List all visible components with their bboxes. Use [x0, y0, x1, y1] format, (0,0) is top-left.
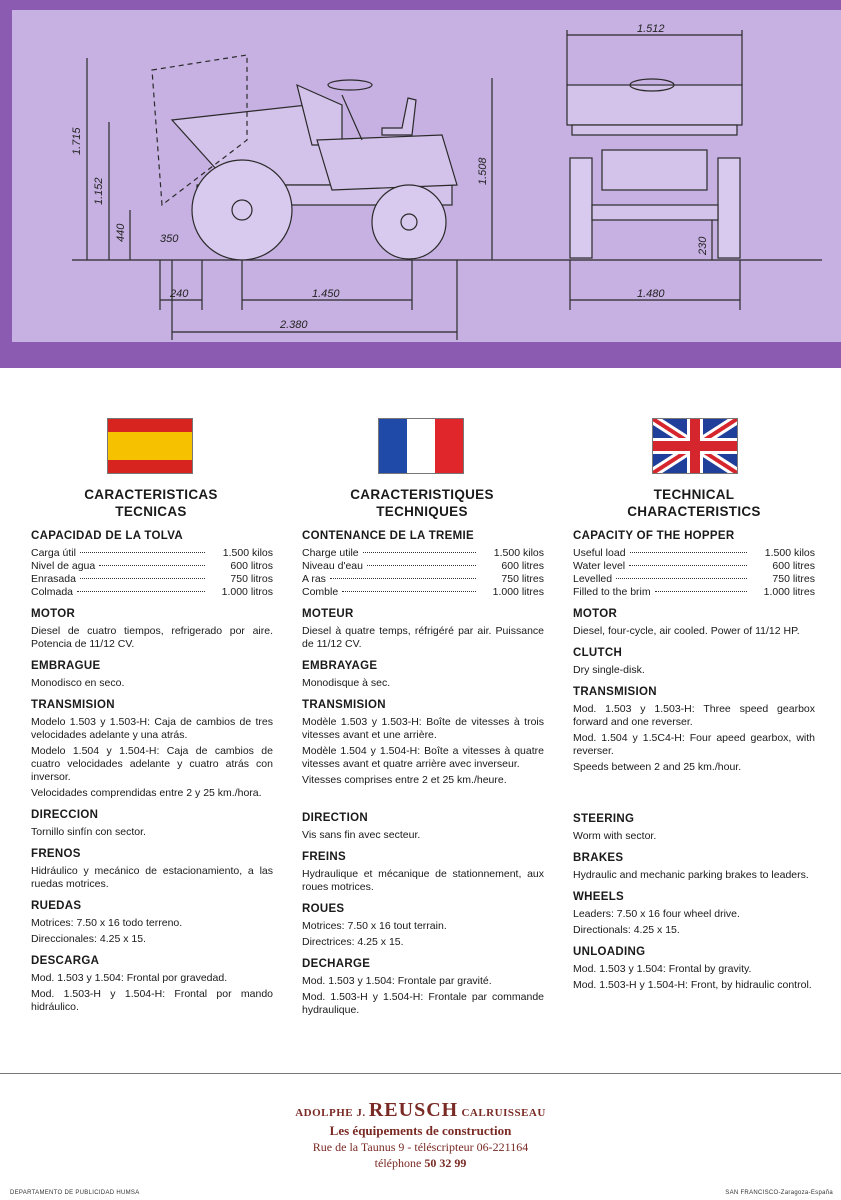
section-text: Hidráulico y mecánico de estacionamiento, a las ruedas motrices.	[31, 865, 273, 890]
dim-label: 2.380	[280, 319, 308, 331]
section-heading: BRAKES	[573, 852, 624, 864]
column-title-fr	[302, 486, 542, 520]
section-text: Hydraulic and mechanic parking brakes to leaders.	[573, 869, 809, 881]
column-en	[573, 530, 815, 1001]
clutch-section	[573, 647, 815, 677]
france-flag	[378, 418, 464, 474]
section-heading: DIRECCION	[31, 809, 99, 821]
steering-section	[573, 813, 815, 843]
section-text: Motrices: 7.50 x 16 tout terrain.	[302, 920, 447, 932]
phone-label: téléphone	[374, 1156, 422, 1170]
steering-wheel	[328, 80, 372, 90]
spec-row: Water level 600 litres	[573, 560, 815, 572]
dealer-address: Rue de la Taunus 9 - téléscripteur 06-221164	[312, 1140, 529, 1154]
seat	[382, 98, 416, 135]
section-heading: STEERING	[573, 813, 635, 825]
section-heading: FREINS	[302, 851, 346, 863]
section-text: Mod. 1.503 y 1.504: Frontale par gravité.	[302, 975, 492, 987]
capacity-section	[31, 530, 273, 599]
wheels-section	[573, 891, 815, 937]
brakes-section	[573, 852, 815, 882]
france-flag-icon	[379, 419, 463, 473]
section-heading: EMBRAGUE	[31, 660, 101, 672]
front-axle-frame	[602, 150, 707, 190]
section-text: Tornillo sinfín con sector.	[31, 826, 146, 838]
dealer-name	[200, 1099, 641, 1121]
section-text: Mod. 1.504 y 1.5C4-H: Four apeed gearbox, with reverser.	[573, 732, 815, 757]
spec-row: Charge utile 1.500 kilos	[302, 547, 544, 559]
section-text: Mod. 1.503 y 1.504: Frontal por gravedad.	[31, 972, 228, 984]
dim-label: 1.450	[312, 288, 340, 300]
transmission-section	[573, 686, 815, 774]
spain-flag-icon	[108, 419, 192, 473]
section-text: Hydraulique et mécanique de stationnement, aux roues motrices.	[302, 868, 544, 893]
section-text: Dry single-disk.	[573, 664, 645, 676]
section-heading: DESCARGA	[31, 955, 100, 967]
motor-section	[302, 608, 544, 651]
dealer-name-main: REUSCH	[368, 1099, 459, 1121]
section-heading: CONTENANCE DE LA TREMIE	[302, 530, 474, 542]
title-line: CARACTERISTICAS	[84, 487, 218, 502]
steering-section	[302, 812, 544, 842]
unloading-section	[573, 946, 815, 992]
footer-divider	[0, 1073, 841, 1074]
phone-number: 50 32 99	[424, 1156, 467, 1170]
section-text: Diesel de cuatro tiempos, refrigerado por aire. Potencia de 11/12 CV.	[31, 625, 273, 650]
spec-row: Comble 1.000 litres	[302, 586, 544, 598]
capacity-section	[573, 530, 815, 599]
publicity-credit: DEPARTAMENTO DE PUBLICIDAD HUMSA	[10, 1190, 140, 1196]
dim-label: 350	[160, 233, 179, 245]
dim-label: 440	[115, 223, 127, 242]
dim-label: 1.512	[637, 23, 665, 35]
section-text: Mod. 1.503 y 1.503-H: Three speed gearbox forward and one reverser.	[573, 703, 815, 728]
section-heading: MOTOR	[31, 608, 76, 620]
section-text: Vitesses comprises entre 2 et 25 km./heure.	[302, 774, 507, 786]
capacity-section	[302, 530, 544, 599]
spec-row: A ras 750 litres	[302, 573, 544, 585]
section-heading: WHEELS	[573, 891, 624, 903]
section-text: Mod. 1.503-H y 1.504-H: Frontal por mando hidráulico.	[31, 988, 273, 1013]
section-heading: UNLOADING	[573, 946, 646, 958]
uk-flag	[652, 418, 738, 474]
spec-row: Levelled 750 litres	[573, 573, 815, 585]
section-text: Modelo 1.503 y 1.503-H: Caja de cambios de tres velocidades adelante y una atrás.	[31, 716, 273, 741]
section-heading: CAPACIDAD DE LA TOLVA	[31, 530, 183, 542]
section-text: Directionals: 4.25 x 15.	[573, 924, 680, 936]
spec-row: Nivel de agua 600 litros	[31, 560, 273, 572]
section-text: Speeds between 2 and 25 km./hour.	[573, 761, 742, 773]
title-line: TECHNICAL	[653, 487, 735, 502]
spain-flag	[107, 418, 193, 474]
uk-flag-icon	[653, 419, 737, 473]
location-credit: SAN FRANCISCO-Zaragoza-España	[725, 1190, 833, 1196]
rear-wheel	[372, 185, 446, 259]
spec-row: Enrasada 750 litros	[31, 573, 273, 585]
front-axle	[592, 205, 718, 220]
technical-drawing	[12, 10, 841, 342]
section-heading: TRANSMISION	[302, 699, 386, 711]
dealer-footer	[200, 1099, 641, 1171]
column-title-es	[31, 486, 271, 520]
section-heading: CLUTCH	[573, 647, 623, 659]
steering-column	[342, 95, 362, 140]
column-es	[31, 530, 273, 1023]
section-text: Monodisque à sec.	[302, 677, 391, 689]
section-heading: TRANSMISION	[573, 686, 657, 698]
section-text: Modèle 1.503 y 1.503-H: Boîte de vitesses à trois vitesses avant et une arrière.	[302, 716, 544, 741]
unloading-section	[302, 958, 544, 1017]
dealer-phone	[200, 1155, 641, 1171]
section-heading: MOTOR	[573, 608, 618, 620]
section-text: Worm with sector.	[573, 830, 657, 842]
clutch-section	[302, 660, 544, 690]
section-text: Monodisco en seco.	[31, 677, 125, 689]
clutch-section	[31, 660, 273, 690]
front-right-tire	[718, 158, 740, 258]
spec-row: Carga útil 1.500 kilos	[31, 547, 273, 559]
section-text: Modelo 1.504 y 1.504-H: Caja de cambios de cuatro velocidades adelante y cuatro atrás con inversor.	[31, 745, 273, 783]
front-left-tire	[570, 158, 592, 258]
dealer-tagline: Les équipements de construction	[329, 1123, 512, 1138]
transmission-section	[302, 699, 544, 787]
section-text: Modèle 1.504 y 1.504-H: Boîte a vitesses à quatre vitesses avant et quatre arrière avec inverseur.	[302, 745, 544, 770]
motor-section	[573, 608, 815, 638]
dealer-name-prefix: ADOLPHE J.	[295, 1107, 366, 1119]
section-heading: DECHARGE	[302, 958, 371, 970]
dim-label: 230	[697, 236, 709, 255]
transmission-section	[31, 699, 273, 800]
dim-label: 1.480	[637, 288, 665, 300]
section-heading: CAPACITY OF THE HOPPER	[573, 530, 735, 542]
motor-section	[31, 608, 273, 651]
section-heading: FRENOS	[31, 848, 81, 860]
column-title-en	[574, 486, 814, 520]
spec-row: Colmada 1.000 litros	[31, 586, 273, 598]
section-text: Direccionales: 4.25 x 15.	[31, 933, 146, 945]
section-text: Diesel à quatre temps, réfrigéré par air. Puissance de 11/12 CV.	[302, 625, 544, 650]
section-heading: RUEDAS	[31, 900, 82, 912]
wheels-section	[31, 900, 273, 946]
section-heading: DIRECTION	[302, 812, 368, 824]
brakes-section	[302, 851, 544, 894]
spec-row: Niveau d'eau 600 litres	[302, 560, 544, 572]
section-text: Velocidades comprendidas entre 2 y 25 km./hora.	[31, 787, 262, 799]
section-text: Mod. 1.503-H y 1.504-H: Front, by hidraulic control.	[573, 979, 812, 991]
unloading-section	[31, 955, 273, 1014]
section-text: Leaders: 7.50 x 16 four wheel drive.	[573, 908, 740, 920]
brakes-section	[31, 848, 273, 891]
section-heading: EMBRAYAGE	[302, 660, 378, 672]
spec-row: Filled to the brim 1.000 litres	[573, 586, 815, 598]
steering-section	[31, 809, 273, 839]
wheels-section	[302, 903, 544, 949]
title-line: CARACTERISTIQUES	[350, 487, 494, 502]
section-text: Motrices: 7.50 x 16 todo terreno.	[31, 917, 183, 929]
dim-label: 240	[170, 288, 189, 300]
section-heading: MOTEUR	[302, 608, 354, 620]
dim-label: 1.152	[93, 177, 105, 205]
section-text: Diesel, four-cycle, air cooled. Power of 11/12 HP.	[573, 625, 800, 637]
section-heading: TRANSMISION	[31, 699, 115, 711]
rear-body	[317, 135, 457, 190]
spec-row: Useful load 1.500 kilos	[573, 547, 815, 559]
section-text: Directrices: 4.25 x 15.	[302, 936, 404, 948]
section-text: Mod. 1.503-H y 1.504-H: Frontale par commande hydraulique.	[302, 991, 544, 1016]
dim-label: 1.715	[71, 127, 83, 155]
title-line: CHARACTERISTICS	[627, 504, 761, 519]
section-text: Mod. 1.503 y 1.504: Frontal by gravity.	[573, 963, 752, 975]
dealer-name-suffix: CALRUISSEAU	[461, 1107, 546, 1119]
dim-label: 1.508	[477, 157, 489, 185]
title-line: TECHNIQUES	[376, 504, 468, 519]
column-fr	[302, 530, 544, 1026]
front-wheel	[192, 160, 292, 260]
section-heading: ROUES	[302, 903, 345, 915]
title-line: TECNICAS	[115, 504, 187, 519]
section-text: Vis sans fin avec secteur.	[302, 829, 421, 841]
dumper-drawing	[12, 10, 841, 342]
